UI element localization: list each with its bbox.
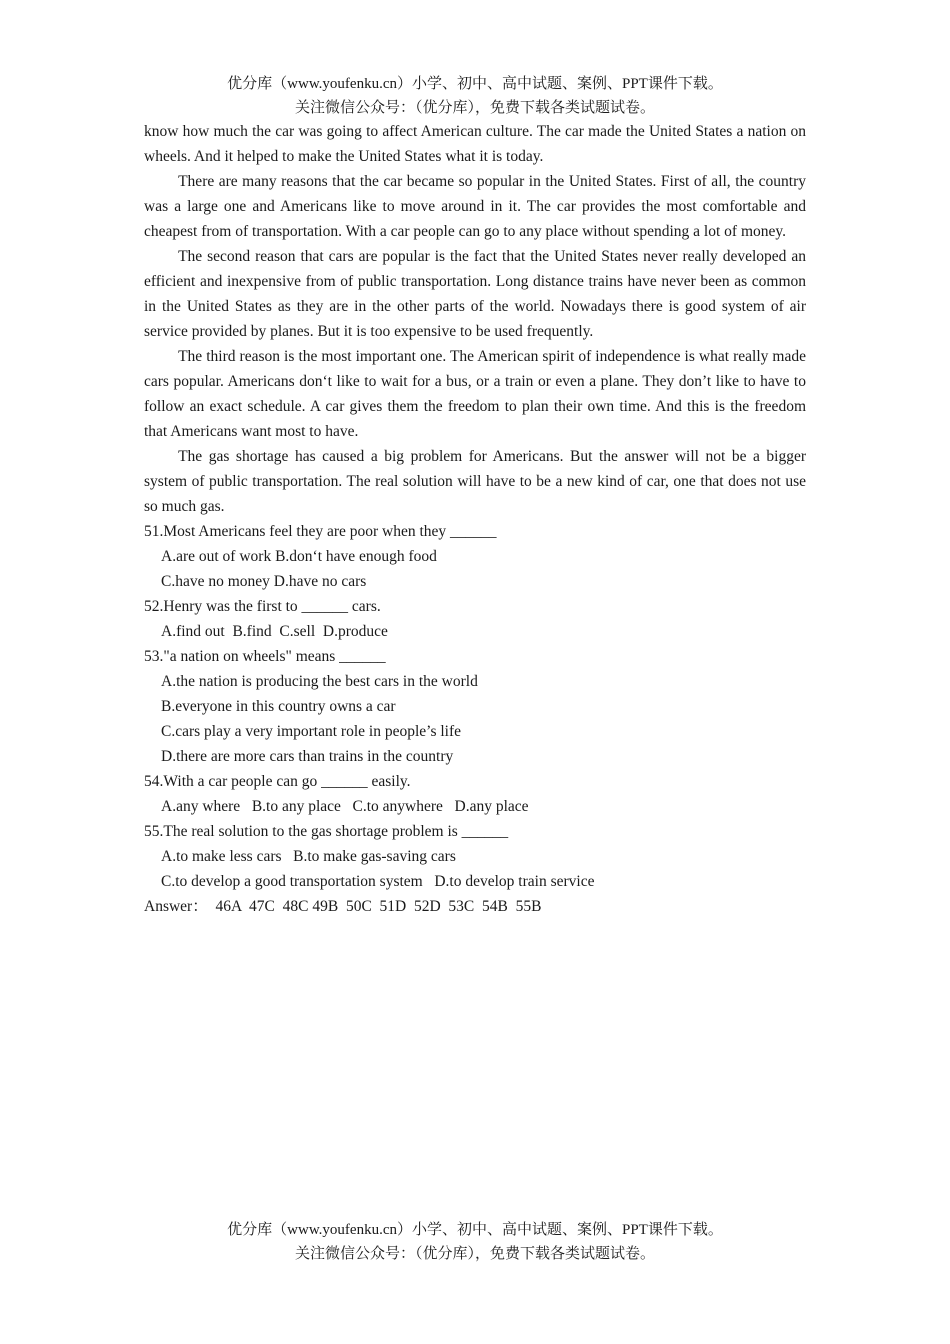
header-line-2: 关注微信公众号：（优分库），免费下载各类试题试卷。 [294, 100, 655, 116]
answer-key: Answer： 46A 47C 48C 49B 50C 51D 52D 53C 54B 55B [144, 898, 542, 915]
question-54 [144, 769, 806, 819]
header-line-1: 优分库（www.youfenku.cn）小学、初中、高中试题、案例、PPT课件下载。 [227, 76, 723, 92]
passage-paragraph: know how much the car was going to affect American culture. The car made the United States a nation on wheels. And it helped to make the United States what it is today. [144, 123, 806, 165]
passage-paragraph: The third reason is the most important one. The American spirit of independence is what really made cars popular. Americans don‘t like to wait for a bus, or a train or even a plane. They don’t like to have to follow an exact schedule. A car gives them the freedom to plan their own time. And this is the freedom that Americans want most to have. [144, 348, 806, 440]
question-51 [144, 519, 806, 594]
passage-paragraph: There are many reasons that the car became so popular in the United States. First of all, the country was a large one and Americans like to move around in it. The car provides the most comfortable and cheapest from of transportation. With a car people can go to any place without spending a lot of money. [144, 173, 806, 240]
document-body [144, 119, 806, 919]
question-stem: 54.With a car people can go ______ easily. [144, 773, 411, 790]
question-55 [144, 819, 806, 894]
page-footer [0, 1218, 950, 1266]
footer-line-2: 关注微信公众号：（优分库），免费下载各类试题试卷。 [294, 1246, 655, 1262]
question-option: C.have no money D.have no cars [161, 573, 367, 590]
question-option: C.cars play a very important role in people’s life [161, 723, 462, 740]
question-option: A.any where B.to any place C.to anywhere D.any place [161, 798, 529, 815]
question-option: A.find out B.find C.sell D.produce [161, 623, 388, 640]
question-option: D.there are more cars than trains in the country [161, 748, 454, 765]
passage-paragraph: The gas shortage has caused a big problem for Americans. But the answer will not be a bigger system of public transportation. The real solution will have to be a new kind of car, one that does not use so much gas. [144, 448, 806, 515]
question-stem: 52.Henry was the first to ______ cars. [144, 598, 381, 615]
question-53 [144, 644, 806, 769]
page-header [0, 72, 950, 120]
passage-paragraph: The second reason that cars are popular is the fact that the United States never really developed an efficient and inexpensive from of public transportation. Long distance trains have never been as common in the United States as they are in the other parts of the world. Nowadays there is good system of air service provided by planes. But it is too expensive to be used frequently. [144, 248, 806, 340]
question-52 [144, 594, 806, 644]
footer-line-1: 优分库（www.youfenku.cn）小学、初中、高中试题、案例、PPT课件下载。 [227, 1222, 723, 1238]
question-option: A.the nation is producing the best cars in the world [161, 673, 478, 690]
question-option: C.to develop a good transportation system D.to develop train service [161, 873, 595, 890]
question-option: B.everyone in this country owns a car [161, 698, 396, 715]
question-stem: 51.Most Americans feel they are poor when they ______ [144, 523, 497, 540]
question-option: A.to make less cars B.to make gas-saving cars [161, 848, 456, 865]
question-stem: 53."a nation on wheels" means ______ [144, 648, 386, 665]
question-stem: 55.The real solution to the gas shortage problem is ______ [144, 823, 509, 840]
question-option: A.are out of work B.don‘t have enough food [161, 548, 437, 565]
